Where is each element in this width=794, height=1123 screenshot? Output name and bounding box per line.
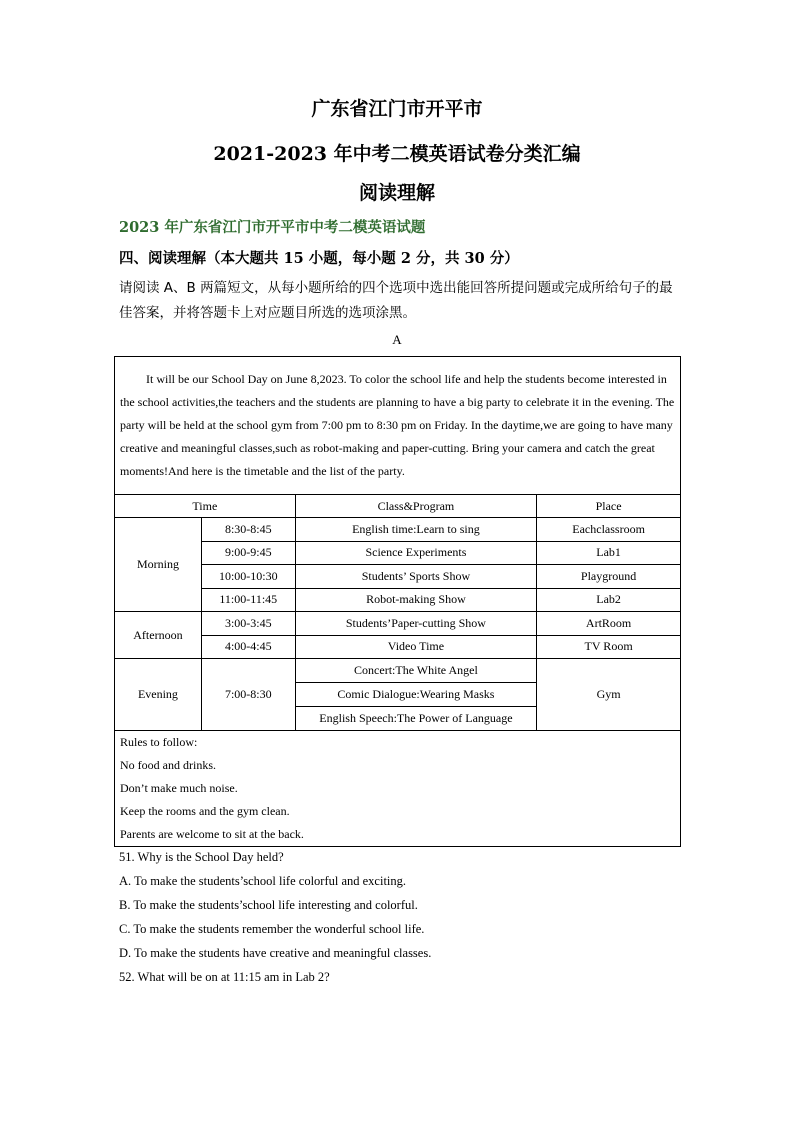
questions <box>119 845 431 989</box>
evening-programs <box>295 659 537 731</box>
header-place: Place <box>537 495 681 518</box>
place-cell: TV Room <box>537 635 681 659</box>
intro-text: It will be our School Day on June 8,2023. To color the school life and help the students become interested in the school activities,the teachers and the students are planning to have a big party to celebrate it in the evening. The party will be held at the school gym from 7:00 pm to 8:30 pm on Friday. In the daytime,we are going to have many creative and meaningful classes,such as robot-making and paper-cutting. Bring your camera and catch the great moments!And here is the timetable and the list of the party. <box>120 372 675 478</box>
program-cell: Students’ Sports Show <box>295 565 537 589</box>
rules-box <box>115 731 681 847</box>
option-a: A. To make the students’school life colorful and exciting. <box>119 874 407 888</box>
instructions: 请阅读 A、B 两篇短文，从每小题所给的四个选项中选出能回答所提问题或完成所给句子的最佳答案，并将答题卡上对应题目所选的选项涂黑。 <box>119 280 673 321</box>
time-cell: 11:00-11:45 <box>201 588 295 612</box>
section-title: 四、阅读理解（本大题共 15 小题，每小题 2 分，共 30 分） <box>119 250 519 267</box>
time-cell: 10:00-10:30 <box>201 565 295 589</box>
program-cell: Concert:The White Angel <box>296 659 537 683</box>
time-cell: 8:30-8:45 <box>201 518 295 542</box>
program-cell: English Speech:The Power of Language <box>319 711 513 725</box>
program-cell: Video Time <box>295 635 537 659</box>
exam-title: 2023 年广东省江门市开平市中考二模英语试题 <box>119 219 426 236</box>
place-cell: Lab1 <box>537 541 681 565</box>
rule-item: No food and drinks. <box>120 758 216 772</box>
program-cell: Robot-making Show <box>295 588 537 612</box>
period-evening: Evening <box>115 659 202 731</box>
place-cell: Playground <box>537 565 681 589</box>
option-c: C. To make the students remember the wonderful school life. <box>119 922 425 936</box>
question-51: 51. Why is the School Day held? <box>119 850 284 864</box>
period-afternoon: Afternoon <box>115 612 202 659</box>
time-cell: 3:00-3:45 <box>201 612 295 636</box>
rule-item: Keep the rooms and the gym clean. <box>120 804 290 818</box>
document-subtitle: 2021-2023 年中考二模英语试卷分类汇编 <box>213 143 581 165</box>
timetable <box>114 356 681 847</box>
question-52: 52. What will be on at 11:15 am in Lab 2? <box>119 970 330 984</box>
program-cell: English time:Learn to sing <box>295 518 537 542</box>
program-cell: Science Experiments <box>295 541 537 565</box>
place-cell: Gym <box>537 659 681 731</box>
header-program: Class&Program <box>295 495 537 518</box>
rule-item: Don’t make much noise. <box>120 781 238 795</box>
header-time: Time <box>115 495 296 518</box>
period-morning: Morning <box>115 518 202 612</box>
passage-intro <box>115 357 681 495</box>
place-cell: Lab2 <box>537 588 681 612</box>
option-b: B. To make the students’school life interesting and colorful. <box>119 898 418 912</box>
rules-title: Rules to follow: <box>120 735 198 749</box>
program-cell: Comic Dialogue:Wearing Masks <box>296 683 537 707</box>
option-d: D. To make the students have creative and meaningful classes. <box>119 946 432 960</box>
time-cell: 4:00-4:45 <box>201 635 295 659</box>
rule-item: Parents are welcome to sit at the back. <box>120 827 304 841</box>
place-cell: Eachclassroom <box>537 518 681 542</box>
document-title: 广东省江门市开平市 <box>311 98 483 120</box>
time-cell: 9:00-9:45 <box>201 541 295 565</box>
program-cell: Students’Paper-cutting Show <box>295 612 537 636</box>
document-topic: 阅读理解 <box>358 182 435 204</box>
time-cell: 7:00-8:30 <box>201 659 295 731</box>
place-cell: ArtRoom <box>537 612 681 636</box>
passage-label: A <box>392 332 402 347</box>
